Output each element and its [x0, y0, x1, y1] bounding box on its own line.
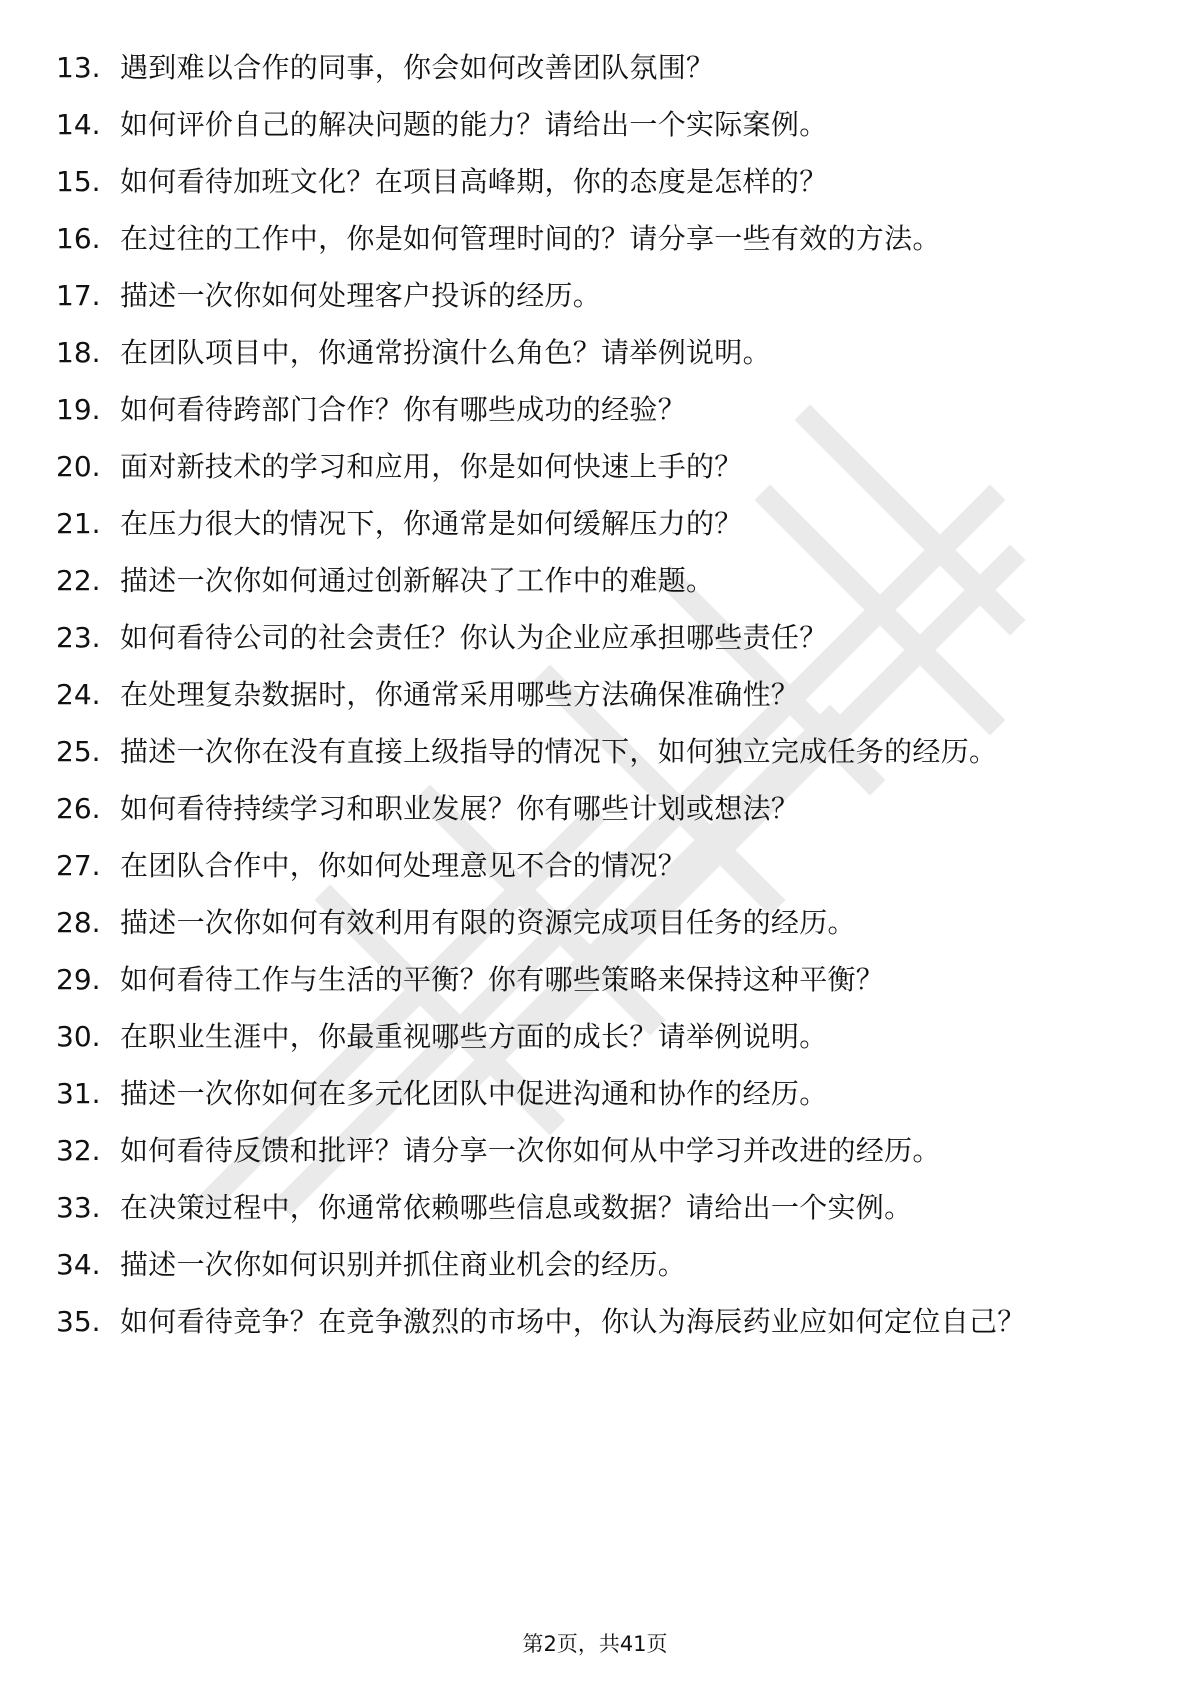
question-text: 如何看待反馈和批评？请分享一次你如何从中学习并改进的经历。: [120, 1134, 941, 1167]
question-number: 15.: [56, 165, 101, 198]
question-item: [0, 219, 1190, 259]
question-item: [0, 276, 1190, 316]
question-number: 30.: [56, 1020, 101, 1053]
question-number: 29.: [56, 963, 101, 996]
question-text: 面对新技术的学习和应用，你是如何快速上手的？: [120, 450, 743, 483]
question-item: [0, 1131, 1190, 1171]
question-item: [0, 105, 1190, 145]
question-item: [0, 1074, 1190, 1114]
question-item: [0, 447, 1190, 487]
question-item: [0, 1302, 1190, 1342]
question-item: [0, 504, 1190, 544]
question-text: 在处理复杂数据时，你通常采用哪些方法确保准确性？: [120, 678, 800, 711]
question-number: 13.: [56, 51, 101, 84]
question-list: [0, 48, 1190, 1359]
question-item: [0, 162, 1190, 202]
question-text: 描述一次你如何有效利用有限的资源完成项目任务的经历。: [120, 906, 856, 939]
question-item: [0, 561, 1190, 601]
question-number: 24.: [56, 678, 101, 711]
question-number: 26.: [56, 792, 101, 825]
question-number: 25.: [56, 735, 101, 768]
question-text: 如何评价自己的解决问题的能力？请给出一个实际案例。: [120, 108, 828, 141]
question-text: 在压力很大的情况下，你通常是如何缓解压力的？: [120, 507, 743, 540]
question-text: 描述一次你如何通过创新解决了工作中的难题。: [120, 564, 715, 597]
page-footer: [0, 1629, 1190, 1659]
question-number: 22.: [56, 564, 101, 597]
question-text: 如何看待持续学习和职业发展？你有哪些计划或想法？: [120, 792, 800, 825]
question-item: [0, 48, 1190, 88]
question-number: 28.: [56, 906, 101, 939]
question-number: 19.: [56, 393, 101, 426]
question-number: 16.: [56, 222, 101, 255]
question-number: 23.: [56, 621, 101, 654]
question-number: 18.: [56, 336, 101, 369]
question-item: [0, 903, 1190, 943]
question-number: 20.: [56, 450, 101, 483]
page-number-label: 第2页，共41页: [522, 1632, 668, 1656]
question-item: [0, 960, 1190, 1000]
question-text: 如何看待跨部门合作？你有哪些成功的经验？: [120, 393, 687, 426]
question-number: 34.: [56, 1248, 101, 1281]
question-item: [0, 1245, 1190, 1285]
question-number: 32.: [56, 1134, 101, 1167]
question-number: 14.: [56, 108, 101, 141]
question-text: 如何看待工作与生活的平衡？你有哪些策略来保持这种平衡？: [120, 963, 885, 996]
question-number: 33.: [56, 1191, 101, 1224]
question-item: [0, 732, 1190, 772]
question-text: 在团队合作中，你如何处理意见不合的情况？: [120, 849, 687, 882]
question-item: [0, 789, 1190, 829]
question-item: [0, 1017, 1190, 1057]
question-number: 35.: [56, 1305, 101, 1338]
question-text: 描述一次你如何识别并抓住商业机会的经历。: [120, 1248, 687, 1281]
question-item: [0, 333, 1190, 373]
question-text: 如何看待竞争？在竞争激烈的市场中，你认为海辰药业应如何定位自己？: [120, 1305, 1026, 1338]
question-item: [0, 618, 1190, 658]
question-number: 27.: [56, 849, 101, 882]
question-text: 在职业生涯中，你最重视哪些方面的成长？请举例说明。: [120, 1020, 828, 1053]
question-item: [0, 846, 1190, 886]
question-text: 遇到难以合作的同事，你会如何改善团队氛围？: [120, 51, 715, 84]
question-text: 在团队项目中，你通常扮演什么角色？请举例说明。: [120, 336, 771, 369]
question-number: 31.: [56, 1077, 101, 1110]
question-item: [0, 390, 1190, 430]
question-text: 描述一次你如何处理客户投诉的经历。: [120, 279, 602, 312]
question-text: 描述一次你在没有直接上级指导的情况下，如何独立完成任务的经历。: [120, 735, 998, 768]
question-item: [0, 1188, 1190, 1228]
question-number: 17.: [56, 279, 101, 312]
question-text: 在过往的工作中，你是如何管理时间的？请分享一些有效的方法。: [120, 222, 941, 255]
question-number: 21.: [56, 507, 101, 540]
question-text: 如何看待加班文化？在项目高峰期，你的态度是怎样的？: [120, 165, 828, 198]
question-text: 如何看待公司的社会责任？你认为企业应承担哪些责任？: [120, 621, 828, 654]
question-text: 在决策过程中，你通常依赖哪些信息或数据？请给出一个实例。: [120, 1191, 913, 1224]
question-item: [0, 675, 1190, 715]
question-text: 描述一次你如何在多元化团队中促进沟通和协作的经历。: [120, 1077, 828, 1110]
